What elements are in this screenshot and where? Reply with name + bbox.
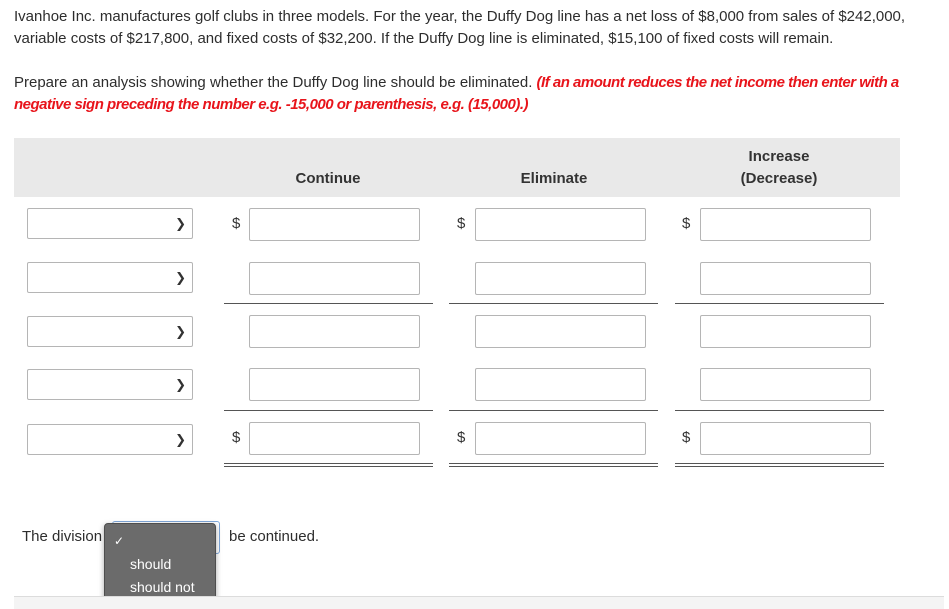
header-increase-line2: (Decrease): [740, 170, 818, 187]
row-label-select[interactable]: [27, 262, 193, 293]
row-label-select[interactable]: [27, 316, 193, 347]
header-increase-line1: Increase: [748, 148, 810, 165]
eliminate-input[interactable]: [475, 262, 646, 295]
continue-input[interactable]: [249, 315, 420, 348]
chevron-down-icon: ❯: [175, 377, 186, 392]
chevron-down-icon: ❯: [175, 432, 186, 447]
check-icon: ✓: [114, 534, 125, 548]
dollar-sign: $: [457, 429, 466, 446]
subtotal-rule: [449, 410, 658, 411]
eliminate-input[interactable]: [475, 208, 646, 241]
eliminate-input[interactable]: [475, 368, 646, 401]
dollar-sign: $: [232, 429, 241, 446]
continue-input[interactable]: [249, 368, 420, 401]
continue-input[interactable]: [249, 422, 420, 455]
dollar-sign: $: [457, 215, 466, 232]
dollar-sign: $: [682, 215, 691, 232]
problem-statement: Ivanhoe Inc. manufactures golf clubs in three models. For the year, the Duffy Dog line has a net loss of $8,000 from sales of $242,000, variable costs of $217,800, and fixed costs of $32,200. If the Duffy Dog line is eliminated, $15,100 of fixed costs will remain.: [14, 8, 906, 47]
increase-input[interactable]: [700, 262, 871, 295]
option-should-not[interactable]: should not: [130, 579, 195, 595]
instruction-text: (If an amount reduces the net income then enter with a negative sign preceding the number e.g. -15,000 or parenthesis, e.g. (15,000).): [14, 74, 899, 113]
increase-input[interactable]: [700, 208, 871, 241]
dollar-sign: $: [682, 429, 691, 446]
prompt-text: Prepare an analysis showing whether the Duffy Dog line should be eliminated.: [14, 74, 537, 91]
row-label-select[interactable]: [27, 369, 193, 400]
increase-input[interactable]: [700, 368, 871, 401]
subtotal-rule: [675, 303, 884, 304]
total-double-rule: [449, 463, 658, 467]
subtotal-rule: [224, 303, 433, 304]
next-section-bar: [14, 596, 944, 609]
header-eliminate: Eliminate: [520, 170, 588, 187]
header-increase-decrease: [699, 146, 859, 190]
continue-input[interactable]: [249, 262, 420, 295]
subtotal-rule: [224, 410, 433, 411]
header-continue: Continue: [295, 170, 361, 187]
chevron-down-icon: ❯: [175, 270, 186, 285]
increase-input[interactable]: [700, 315, 871, 348]
subtotal-rule: [675, 410, 884, 411]
increase-input[interactable]: [700, 422, 871, 455]
chevron-down-icon: ❯: [175, 216, 186, 231]
subtotal-rule: [449, 303, 658, 304]
dollar-sign: $: [232, 215, 241, 232]
continue-input[interactable]: [249, 208, 420, 241]
total-double-rule: [224, 463, 433, 467]
conclusion-prefix: The division: [22, 528, 103, 545]
row-label-select[interactable]: [27, 208, 193, 239]
total-double-rule: [675, 463, 884, 467]
option-should[interactable]: should: [130, 556, 172, 572]
chevron-down-icon: ❯: [175, 324, 186, 339]
conclusion-dropdown-menu: [104, 523, 216, 604]
conclusion-suffix: be continued.: [229, 528, 320, 545]
row-label-select[interactable]: [27, 424, 193, 455]
eliminate-input[interactable]: [475, 315, 646, 348]
eliminate-input[interactable]: [475, 422, 646, 455]
problem-prompt: [14, 72, 939, 116]
